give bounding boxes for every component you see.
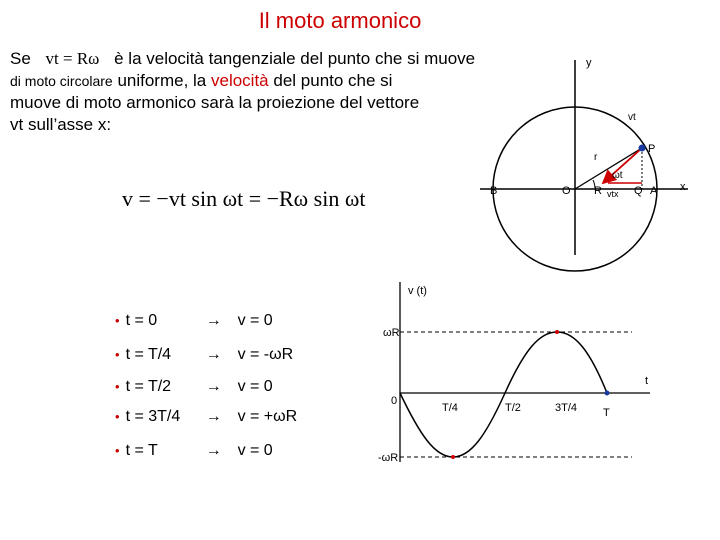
bullet-item: • t = 0 → v = 0 <box>115 312 273 329</box>
label-3t4: 3T/4 <box>555 402 578 414</box>
label-x: x <box>680 181 686 193</box>
point-p <box>639 145 646 152</box>
max-point <box>555 330 559 334</box>
bullet-item: • t = T → v = 0 <box>115 442 273 459</box>
label-t4: T/4 <box>442 402 458 414</box>
label-a: A <box>650 185 658 197</box>
label-r: r <box>594 152 598 163</box>
intro-line-1: Se vt = Rω è la velocità tangenziale del punto che si muove <box>10 49 476 68</box>
label-wt: ωt <box>612 170 623 181</box>
min-point <box>451 455 455 459</box>
label-b: B <box>490 185 498 197</box>
intro-line-2: di moto circolare uniforme, la velocità del punto che si <box>10 71 393 90</box>
label-y: y <box>586 57 592 69</box>
vt-equation: vt = Rω <box>45 49 100 68</box>
label-q: Q <box>634 185 643 197</box>
label-t2: T/2 <box>505 402 521 414</box>
bullet-item: • t = T/2 → v = 0 <box>115 378 273 395</box>
label-vt: vt <box>628 112 636 123</box>
label-v-t: v (t) <box>408 285 427 297</box>
label-t: t <box>645 375 649 387</box>
label-period: T <box>603 407 610 419</box>
intro-line-4: vt sull’asse x: <box>10 115 112 134</box>
label-zero: 0 <box>391 395 398 407</box>
label-vtx: vtx <box>607 189 619 199</box>
label-wr: ωR <box>383 327 400 339</box>
end-point <box>605 391 610 396</box>
velocity-curve <box>400 332 607 457</box>
velocity-formula: v = −vt sin ωt = −Rω sin ωt <box>122 186 366 211</box>
label-p: P <box>648 143 656 155</box>
bullet-item: • t = 3T/4 → v = +ωR <box>115 408 298 425</box>
label-r-point: R <box>594 185 602 197</box>
label-o: O <box>562 185 571 197</box>
label-neg-wr: -ωR <box>378 452 399 464</box>
page-title: Il moto armonico <box>258 8 422 33</box>
bullet-item: • t = T/4 → v = -ωR <box>115 346 294 363</box>
intro-line-3: muove di moto armonico sarà la proiezione del vettore <box>10 93 420 112</box>
